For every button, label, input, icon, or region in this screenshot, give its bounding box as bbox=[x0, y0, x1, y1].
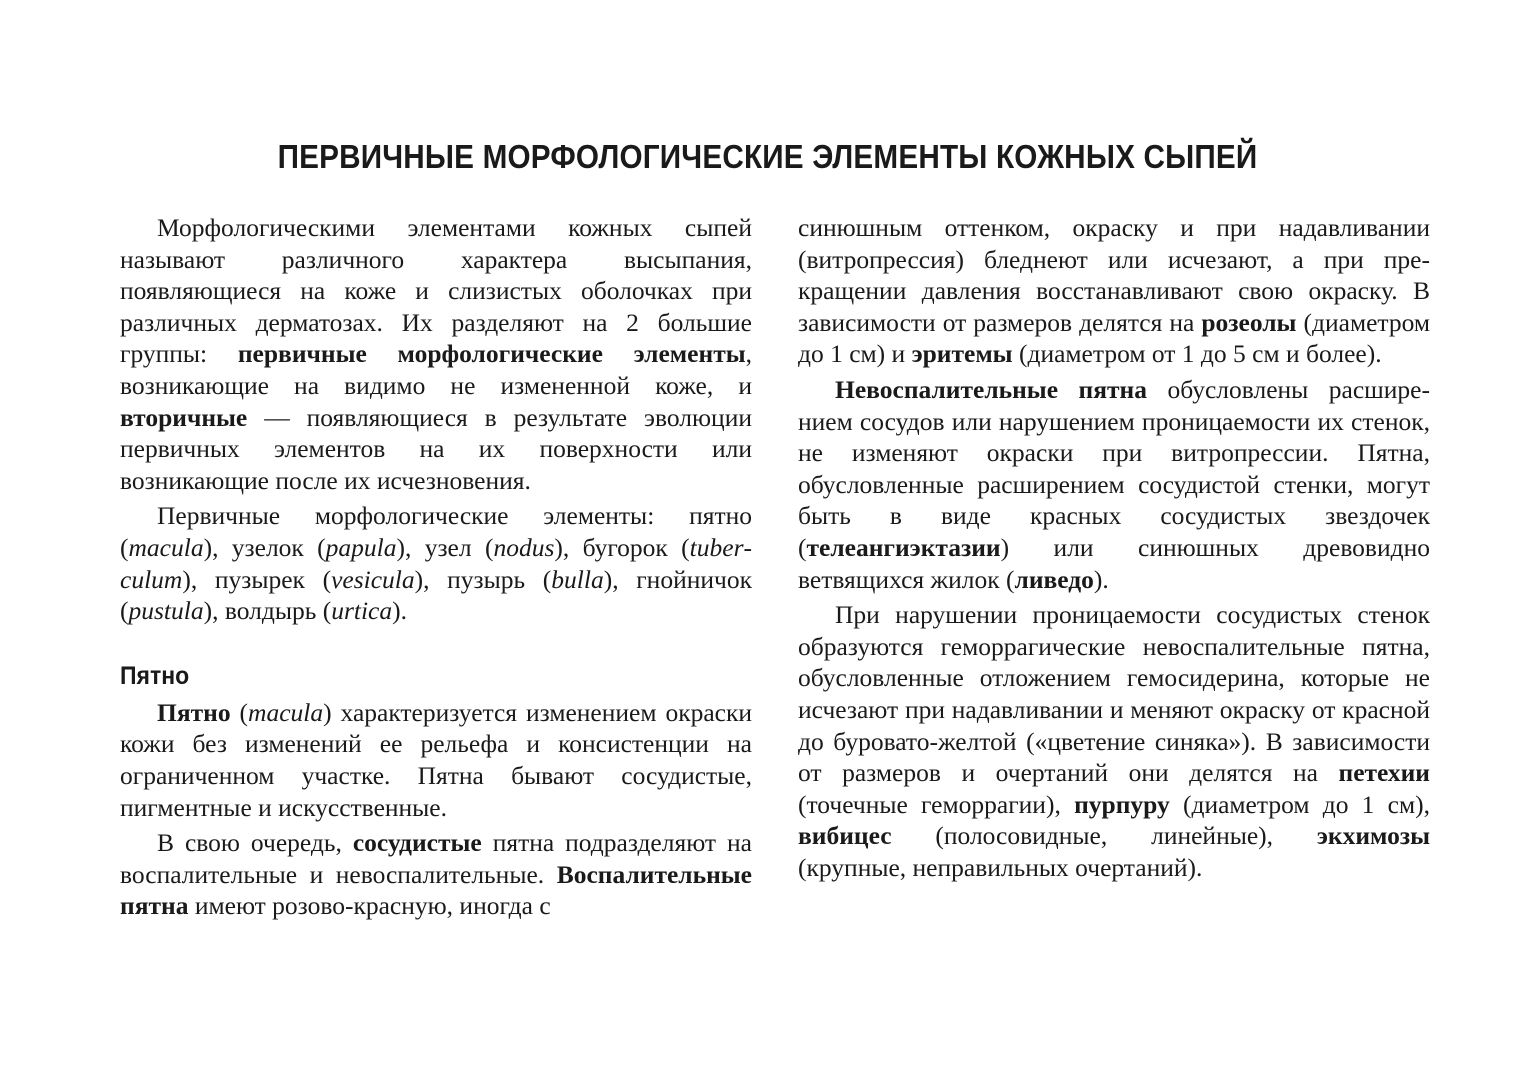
spot-definition-paragraph: Пятно (macula) характеризуется изменением окраски кожи без изменений ее рельефа и консистенции на ограниченном участке. Пятна бывают сосудистые, пигментные и искусственные. bbox=[120, 697, 752, 822]
primary-elements-list-paragraph: Первичные морфологические элементы: пятно (macula), узелок (papula), узел (nodus), бугорок (tuberculum), пузырек (vesicula), пузырь (bulla), гнойничок (pustula), волдырь (urtica). bbox=[120, 501, 752, 626]
left-column bbox=[120, 212, 752, 922]
vascular-spots-paragraph: В свою очередь, сосудистые пятна подразделяют на воспалительные и невоспалительные. Воспалительные пятна имеют розово-красную, иногда с bbox=[120, 828, 753, 921]
intro-paragraph: Морфологическими элементами кожных сыпей называют различного характера высыпания, появляющиеся на коже и слизистых оболочках при различных дерматозах. Их разделяют на 2 большие группы: первичные морфологические элементы, возникающие на видимо не измененной коже, и вторичные — появляющиеся в результате эволюции первичных элементов на их поверхности или возникающие после их исчезновения. bbox=[120, 213, 752, 495]
right-column bbox=[798, 212, 1430, 883]
term-primary-elements: первичные морфологические элементы bbox=[237, 339, 746, 369]
hemorrhagic-spots-paragraph: При нарушении проницаемости сосудистых стенок образуются геморрагические невоспалительные пятна, обусловленные отложением гемосидерина, которые не исчезают при надавливании и меняют окраску от красной до буровато-желтой («цветение синяка»). В зависимости от размеров и очертаний они делятся на петехии (точечные геморрагии), пурпуру (диаметром до 1 см), вибицес (полосовидные, линейные), экхимозы (крупные, неправильных очертаний). bbox=[798, 600, 1430, 882]
term-secondary: вторичные bbox=[120, 402, 248, 432]
inflammatory-spots-continuation: синюшным оттенком, окраску и при надавливании (витропрессия) бледнеют или исчезают, а при прекращении давления восстанавливают свою окраску. В зависимости от размеров делятся на розеолы (диаметром до 1 см) и эритемы (диаметром от 1 до 5 см и более). bbox=[798, 213, 1430, 369]
section-heading-spot: Пятно bbox=[120, 661, 190, 690]
noninflammatory-spots-paragraph: Невоспалительные пятна обусловлены расширением сосудов или нарушением проницаемости их стенок, не изменяют окраски при витропрессии. Пятна, обусловленные расширением сосудистой стенки, могут быть в виде красных сосудистых звездочек (телеангиэктазии) или синюшных древовидно ветвящихся жилок (ливедо). bbox=[798, 374, 1431, 594]
page-title: ПЕРВИЧНЫЕ МОРФОЛОГИЧЕСКИЕ ЭЛЕМЕНТЫ КОЖНЫХ СЫПЕЙ bbox=[277, 138, 1258, 175]
